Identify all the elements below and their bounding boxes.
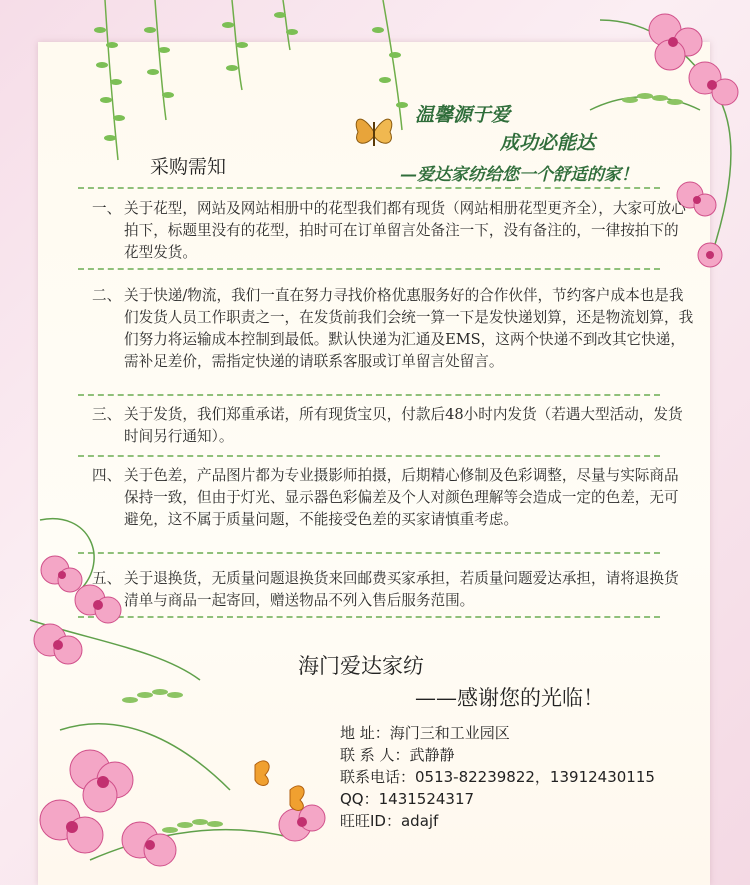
item-number: 五、 bbox=[92, 570, 122, 587]
notice-item-1 bbox=[92, 198, 692, 264]
notice-item-3 bbox=[92, 404, 692, 448]
slogan-line2: 成功必能达 bbox=[500, 132, 596, 154]
item-text: 关于退换货，无质量问题退换货来回邮费买家承担，若质量问题爱达承担，请将退换货清单与商品一起寄回，赠送物品不列入售后服务范围。 bbox=[124, 570, 679, 609]
slogan-line3: —爱达家纺给您一个舒适的家！ bbox=[400, 165, 638, 185]
item-number: 二、 bbox=[92, 287, 122, 304]
item-number: 一、 bbox=[92, 200, 122, 217]
item-number: 三、 bbox=[92, 406, 122, 423]
brand-thanks: ——感谢您的光临！ bbox=[415, 686, 604, 710]
contact-person: 联 系 人：武静静 bbox=[340, 746, 455, 764]
divider bbox=[78, 187, 660, 189]
contact-phone: 联系电话：0513-82239822，13912430115 bbox=[340, 768, 655, 786]
contact-wangwang: 旺旺ID：adajf bbox=[340, 812, 439, 830]
contact-qq: QQ：1431524317 bbox=[340, 790, 475, 808]
divider bbox=[78, 268, 660, 270]
brand-name: 海门爱达家纺 bbox=[298, 654, 424, 678]
contact-block bbox=[340, 722, 655, 832]
divider bbox=[78, 455, 660, 457]
item-number: 四、 bbox=[92, 467, 122, 484]
divider bbox=[78, 394, 660, 396]
slogan-line1: 温馨源于爱 bbox=[415, 104, 511, 126]
notice-item-2 bbox=[92, 285, 697, 373]
item-text: 关于色差，产品图片都为专业摄影师拍摄，后期精心修制及色彩调整，尽量与实际商品保持一致，但由于灯光、显示器色彩偏差及个人对颜色理解等会造成一定的色差，无可避免，这不属于质量问题，不能接受色差的买家请慎重考虑。 bbox=[124, 467, 679, 528]
butterfly-icon bbox=[352, 108, 397, 156]
item-text: 关于快递/物流，我们一直在努力寻找价格优惠服务好的合作伙伴，节约客户成本也是我们发货人员工作职责之一，在发货前我们会统一算一下是发快递划算，还是物流划算，我们努力将运输成本控制到最低。默认快递为汇通及EMS，这两个快递不到改其它快递，需补足差价，需指定快递的请联系客服或订单留言处留言。 bbox=[124, 287, 694, 370]
flower-cluster-bottom-left-icon bbox=[0, 500, 340, 885]
section-title: 采购需知 bbox=[150, 156, 227, 178]
contact-address: 地 址：海门三和工业园区 bbox=[340, 724, 510, 742]
item-text: 关于花型，网站及网站相册中的花型我们都有现货（网站相册花型更齐全），大家可放心拍下，标题里没有的花型，拍时可在订单留言处备注一下，没有备注的，一律按拍下的花型发货。 bbox=[124, 200, 686, 261]
item-text: 关于发货，我们郑重承诺，所有现货宝贝，付款后48小时内发货（若遇大型活动，发货时间另行通知）。 bbox=[124, 406, 683, 445]
